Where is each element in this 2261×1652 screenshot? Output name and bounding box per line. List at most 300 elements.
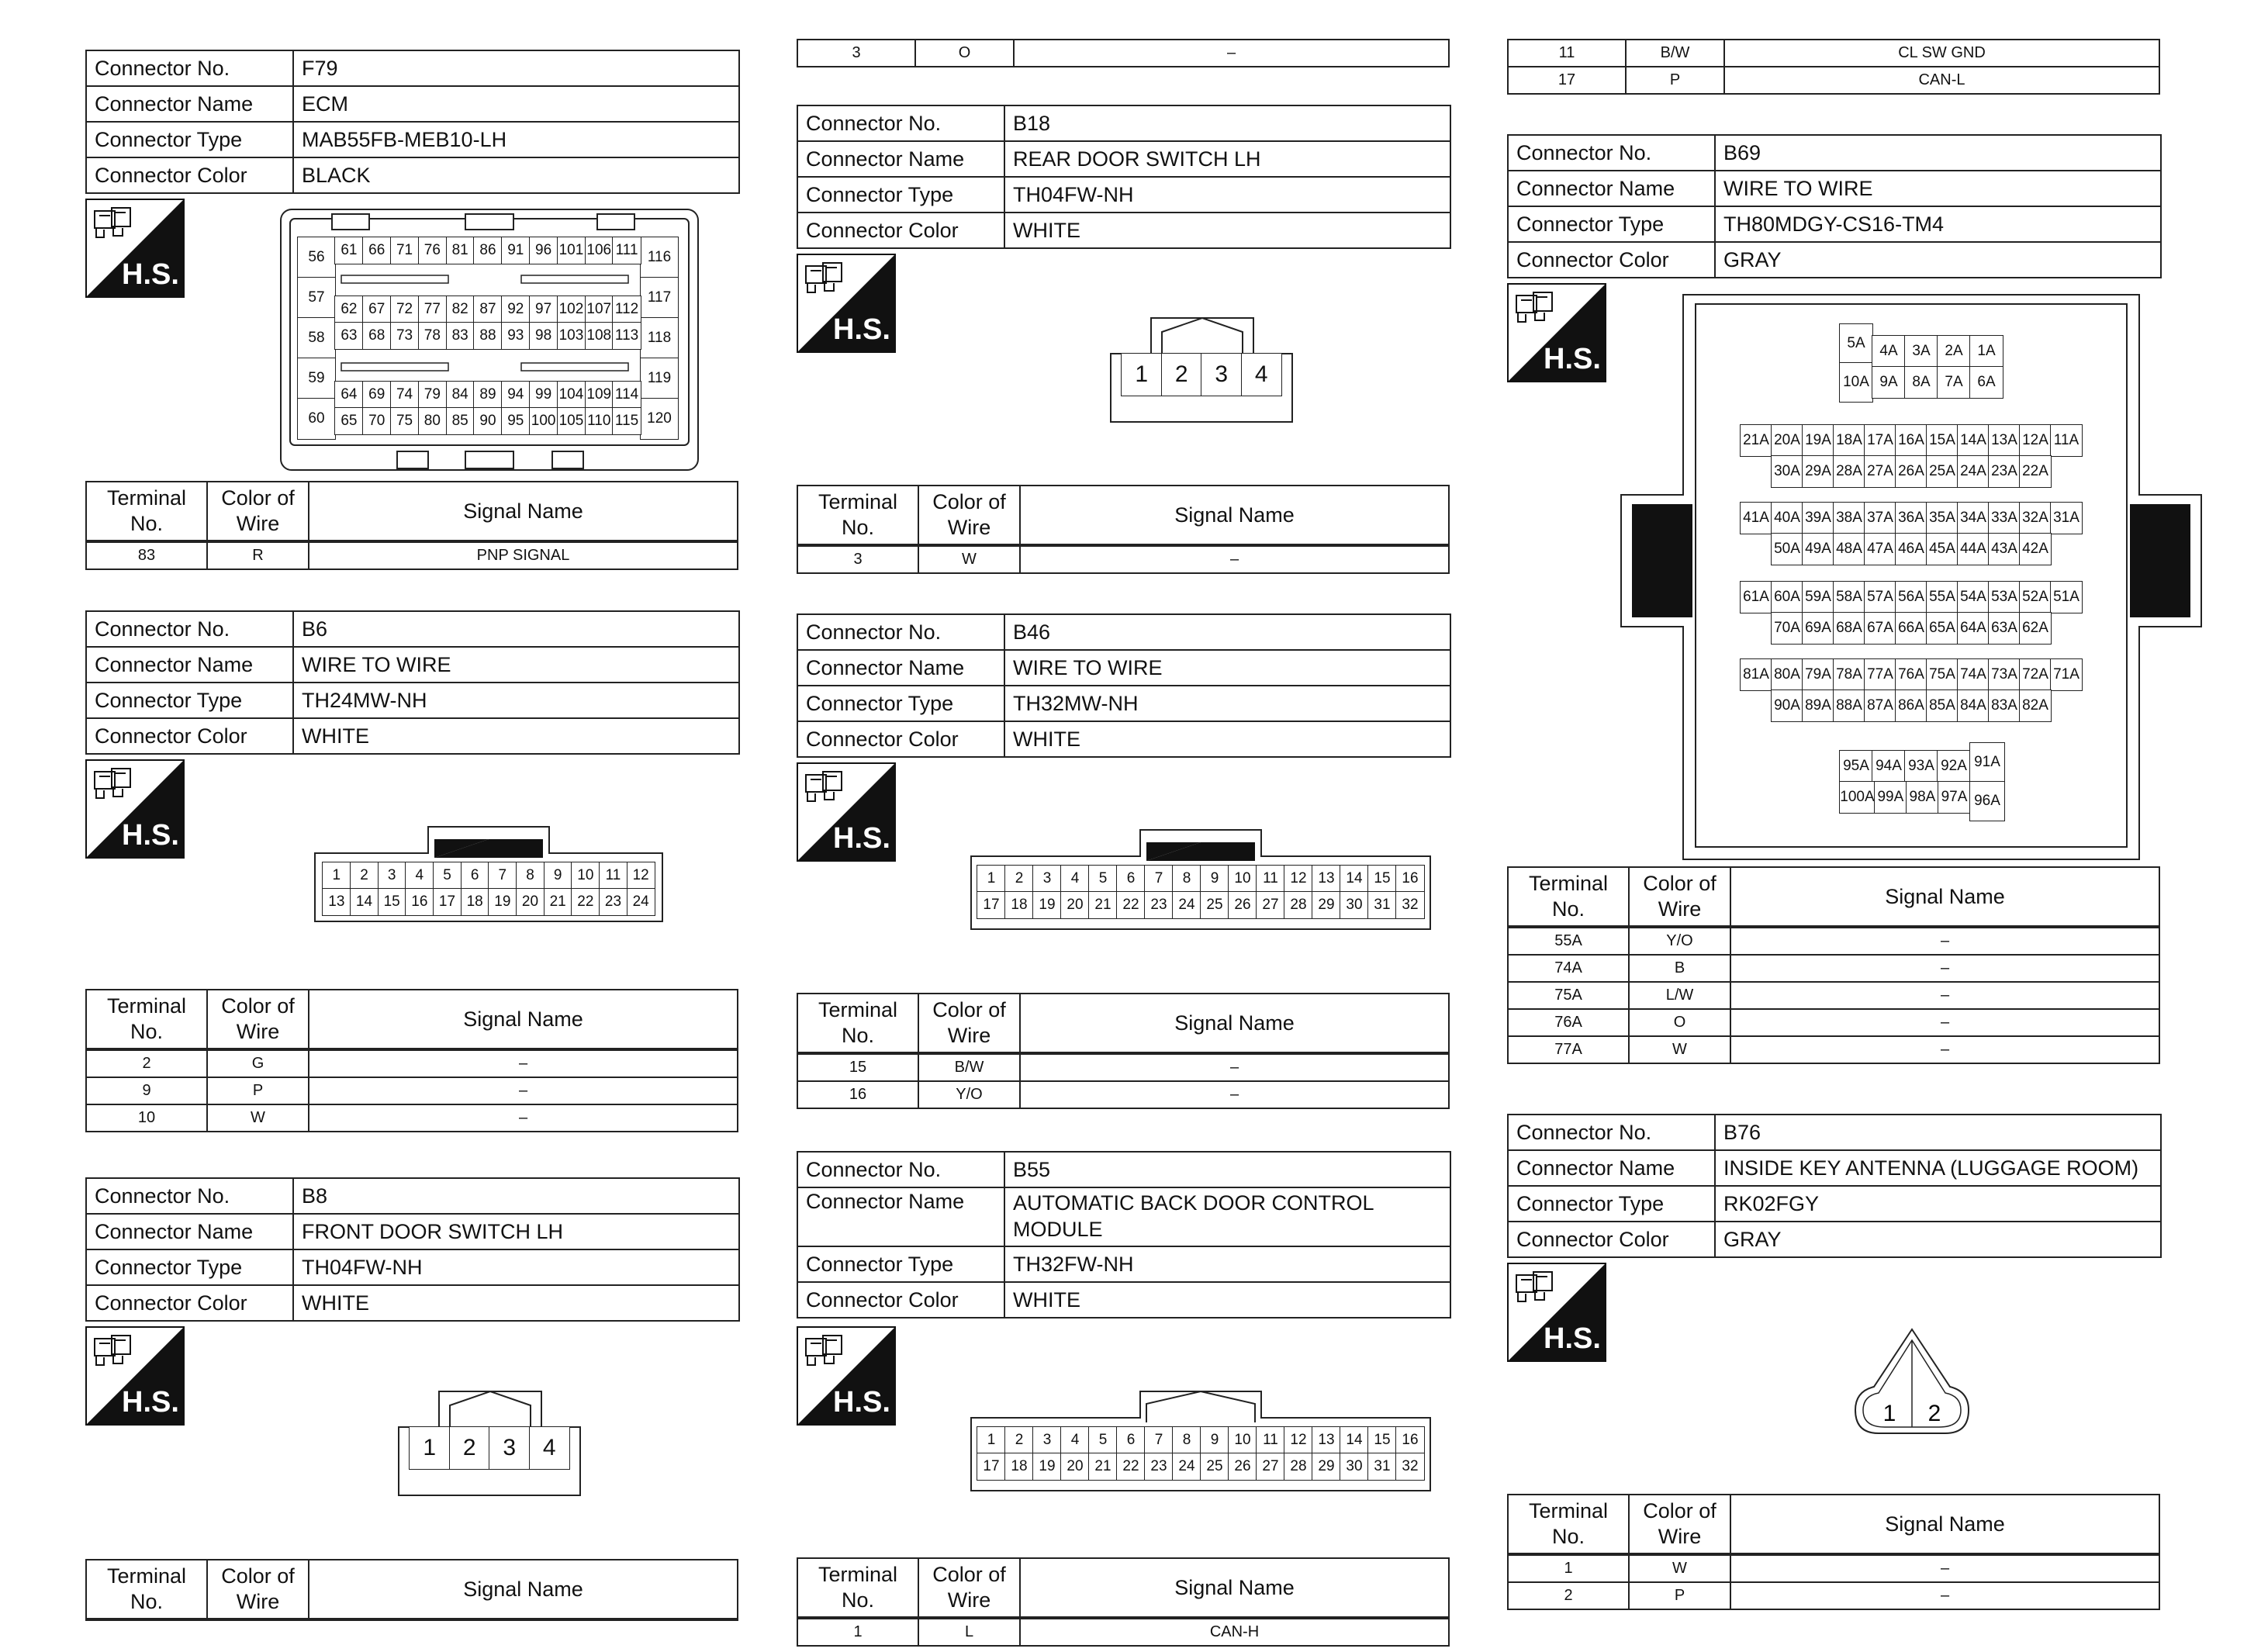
pin-cell: 16A (1895, 424, 1927, 457)
value-connector-color: WHITE (1004, 721, 1450, 757)
pin-cell: 88A (1833, 689, 1865, 722)
terminal-table-b55 (797, 1557, 1450, 1647)
pin-cell: 16 (405, 888, 434, 916)
pin-cell: 4 (529, 1426, 570, 1470)
pin-cell: 14 (1340, 865, 1369, 893)
pin-cell: 101 (557, 237, 586, 264)
pin-cell: 62A (2019, 612, 2052, 645)
connector-info-f79 (85, 50, 740, 194)
connector-diagram-b69 (1620, 293, 2203, 861)
terminal-no: 1 (797, 1618, 918, 1646)
label-connector-type: Connector Type (1508, 206, 1715, 242)
label-connector-name: Connector Name (797, 650, 1004, 686)
pin-cell: 14 (350, 888, 379, 916)
pin-cell: 9 (1200, 1426, 1229, 1454)
pin-cell: 19 (1032, 1453, 1062, 1481)
pin-cell: 21A (1740, 424, 1772, 457)
value-connector-name: REAR DOOR SWITCH LH (1004, 141, 1450, 177)
pin-cell: 90 (473, 407, 502, 435)
pin-cell: 3 (1032, 865, 1062, 893)
wire-color: L (918, 1618, 1020, 1646)
pin-cell: 91A (1969, 742, 2005, 783)
pin-cell: 4A (1872, 335, 1906, 368)
header-terminal-no: Terminal No. (797, 1558, 918, 1618)
signal-name: – (1020, 545, 1449, 573)
pin-cell: 87 (473, 295, 502, 323)
pin-cell: 23 (599, 888, 627, 916)
pins-b6-bottom (323, 889, 655, 915)
pin-cell: 56 (297, 237, 336, 278)
pin-cell: 15 (1367, 865, 1397, 893)
pin-cell: 30A (1771, 455, 1803, 488)
pin-cell: 4 (405, 862, 434, 890)
signal-name: CL SW GND (1724, 40, 2159, 67)
terminal-table-b8 (85, 1559, 738, 1621)
pin-cell: 1A (1969, 335, 2003, 368)
pin-cell: 62 (334, 295, 363, 323)
table-row (1508, 927, 2159, 955)
value-connector-color: WHITE (1004, 213, 1450, 248)
pin-cell: 12A (2019, 424, 2052, 457)
signal-name: CAN-H (1020, 1618, 1449, 1646)
pin-cell: 107 (585, 295, 614, 323)
pin-cell: 25 (1200, 891, 1229, 919)
pin-cell: 23 (1144, 1453, 1174, 1481)
pin-cell: 95 (501, 407, 530, 435)
pins-f79-row2 (335, 296, 641, 323)
header-signal-name: Signal Name (309, 990, 738, 1049)
pin-cell: 67A (1864, 612, 1896, 645)
pin-cell: 81A (1740, 658, 1772, 691)
table-row (797, 1081, 1449, 1108)
pin-cell: 3 (1032, 1426, 1062, 1454)
pin-cell: 89 (473, 381, 502, 409)
table-row (1508, 40, 2159, 67)
pin-cell: 5 (433, 862, 462, 890)
header-signal-name: Signal Name (1020, 1558, 1449, 1618)
terminal-no: 76A (1508, 1009, 1629, 1036)
header-terminal-no: Terminal No. (86, 482, 207, 541)
pin-cell: 1 (977, 865, 1006, 893)
pin-cell: 112 (612, 295, 641, 323)
hs-icon (1507, 1263, 1606, 1362)
pin-cell: 84 (446, 381, 475, 409)
svg-text:H.S.: H.S. (1544, 343, 1601, 375)
value-connector-no: F79 (293, 50, 739, 86)
pins-b69-group1-top (1872, 336, 2003, 367)
pin-cell: 57 (297, 277, 336, 319)
pin-cell: 64A (1957, 612, 1990, 645)
label-connector-color: Connector Color (797, 721, 1004, 757)
pin-cell: 72 (390, 295, 419, 323)
pin-cell: 10 (1228, 865, 1257, 893)
pin-cell: 100 (529, 407, 558, 435)
pins-b46-top (977, 866, 1424, 892)
wire-color: Y/O (1629, 927, 1730, 955)
label-connector-no: Connector No. (86, 611, 293, 647)
pin-cell: 17A (1864, 424, 1896, 457)
pin-cell: 81 (446, 237, 475, 264)
connector-info-b69 (1507, 134, 2162, 278)
table-row (86, 1104, 738, 1132)
pin-cell: 50A (1771, 533, 1803, 565)
pin-cell: 13 (1312, 865, 1341, 893)
header-color-of-wire: Color of Wire (918, 994, 1020, 1053)
pins-f79-row1 (335, 237, 641, 264)
pin-cell: 49A (1802, 533, 1834, 565)
signal-name: – (1730, 1036, 2159, 1063)
signal-name: – (1730, 1009, 2159, 1036)
wire-color: O (1629, 1009, 1730, 1036)
pin-cell: 4 (1060, 1426, 1090, 1454)
pin-cell: 39A (1802, 502, 1834, 534)
pin-cell: 7A (1937, 366, 1971, 399)
pin-cell: 5A (1839, 323, 1873, 364)
pin-cell: 31A (2050, 502, 2083, 534)
pin-cell: 60 (297, 398, 336, 440)
pin-cell: 10A (1839, 362, 1873, 403)
table-row (1508, 1582, 2159, 1609)
pin-cell: 54A (1957, 581, 1990, 613)
connector-diagram-b55 (970, 1387, 1432, 1492)
terminal-no: 9 (86, 1077, 207, 1104)
label-connector-name: Connector Name (797, 141, 1004, 177)
pin-cell: 75 (390, 407, 419, 435)
value-connector-name: WIRE TO WIRE (1004, 650, 1450, 686)
label-connector-color: Connector Color (86, 1285, 293, 1321)
pin-cell: 105 (557, 407, 586, 435)
value-connector-no: B6 (293, 611, 739, 647)
hs-icon (85, 1326, 185, 1426)
pin-cell: 16 (1395, 1426, 1425, 1454)
pin-cell: 120 (640, 398, 679, 440)
svg-text:H.S.: H.S. (122, 258, 179, 291)
value-connector-type: TH04FW-NH (293, 1249, 739, 1285)
pin-cell: 27 (1256, 1453, 1285, 1481)
pin-cell: 68A (1833, 612, 1865, 645)
pin-cell: 71A (2050, 658, 2083, 691)
pin-cell: 40A (1771, 502, 1803, 534)
signal-name: – (1730, 982, 2159, 1009)
value-connector-name: WIRE TO WIRE (293, 647, 739, 683)
pin-cell: 14 (1340, 1426, 1369, 1454)
pin-cell: 106 (585, 237, 614, 264)
pin-cell: 21 (1088, 891, 1118, 919)
pin-cell: 92A (1937, 750, 1971, 783)
pin-cell: 9 (1200, 865, 1229, 893)
pin-cell: 79A (1802, 658, 1834, 691)
header-terminal-no: Terminal No. (86, 990, 207, 1049)
pin-cell: 47A (1864, 533, 1896, 565)
pin-cell: 7 (488, 862, 517, 890)
pin-cell: 22A (2019, 455, 2052, 488)
pin-cell: 3 (489, 1426, 530, 1470)
connector-diagram-b8 (397, 1388, 582, 1497)
pin-cell: 96 (529, 237, 558, 264)
pin-cell: 2 (449, 1426, 490, 1470)
pin-cell: 19 (488, 888, 517, 916)
pin-cell: 69A (1802, 612, 1834, 645)
pin-cell: 3 (1201, 353, 1242, 396)
pin-cell: 17 (433, 888, 462, 916)
signal-name: – (1730, 955, 2159, 982)
table-row (1508, 67, 2159, 94)
header-color-of-wire: Color of Wire (207, 1560, 309, 1619)
connector-diagram-b18 (1109, 315, 1294, 423)
pins-b69-row1 (1741, 425, 2082, 456)
label-connector-no: Connector No. (797, 105, 1004, 141)
pin-cell: 63A (1988, 612, 2021, 645)
table-row (86, 1077, 738, 1104)
connector-info-b55 (797, 1151, 1451, 1318)
pin-cell: 57A (1864, 581, 1896, 613)
pin-cell: 116 (640, 237, 679, 278)
pin-cell: 68 (362, 322, 391, 350)
pin-cell: 32 (1395, 1453, 1425, 1481)
value-connector-type: TH80MDGY-CS16-TM4 (1715, 206, 2161, 242)
pin-cell: 22 (571, 888, 600, 916)
signal-name: – (1730, 1582, 2159, 1609)
pins-b55-bottom (977, 1453, 1424, 1480)
pin-cell: 6 (1116, 1426, 1146, 1454)
pin-cell: 91 (501, 237, 530, 264)
signal-name: – (309, 1104, 738, 1132)
pin-cell: 110 (585, 407, 614, 435)
pin-cell: 58 (297, 317, 336, 359)
pin-cell: 64 (334, 381, 363, 409)
table-row (1508, 1036, 2159, 1063)
label-connector-no: Connector No. (1508, 1115, 1715, 1150)
header-color-of-wire: Color of Wire (207, 482, 309, 541)
svg-text:H.S.: H.S. (833, 1386, 890, 1419)
pin-cell: 15A (1926, 424, 1958, 457)
header-signal-name: Signal Name (309, 482, 738, 541)
pin-cell: 31 (1367, 891, 1397, 919)
table-row (1508, 1009, 2159, 1036)
pin-cell: 15 (1367, 1426, 1397, 1454)
table-row (1508, 982, 2159, 1009)
svg-text:H.S.: H.S. (122, 1386, 179, 1419)
pin-cell: 1 (409, 1426, 450, 1470)
label-connector-name: Connector Name (86, 86, 293, 122)
pin-cell: 97 (529, 295, 558, 323)
pin-cell: 18 (1004, 891, 1034, 919)
svg-text:H.S.: H.S. (122, 819, 179, 852)
pin-cell: 23 (1144, 891, 1174, 919)
value-connector-type: TH32FW-NH (1004, 1246, 1450, 1282)
wire-color: B/W (1626, 40, 1724, 67)
wire-color: B/W (918, 1053, 1020, 1081)
pin-cell: 48A (1833, 533, 1865, 565)
pin-cell: 22 (1116, 1453, 1146, 1481)
pin-cell: 2 (1161, 353, 1202, 396)
pin-cell: 80 (418, 407, 447, 435)
label-connector-color: Connector Color (1508, 242, 1715, 278)
pins-b18 (1122, 354, 1281, 396)
header-terminal-no: Terminal No. (797, 994, 918, 1053)
signal-name: – (1730, 927, 2159, 955)
pin-cell: 18 (1004, 1453, 1034, 1481)
pins-b8 (410, 1427, 569, 1469)
pin-cell: 72A (2019, 658, 2052, 691)
pin-cell: 85A (1926, 689, 1958, 722)
pin-cell: 67 (362, 295, 391, 323)
value-connector-type: TH04FW-NH (1004, 177, 1450, 213)
pin-cell: 80A (1771, 658, 1803, 691)
pin-cell: 37A (1864, 502, 1896, 534)
table-row (797, 40, 1449, 67)
pin-cell: 24 (1172, 891, 1201, 919)
pin-cell: 45A (1926, 533, 1958, 565)
value-connector-color: WHITE (293, 718, 739, 754)
pin-cell: 6 (1116, 865, 1146, 893)
terminal-table-b69 (1507, 866, 2160, 1064)
terminal-table-b46 (797, 993, 1450, 1109)
pin-cell: 2A (1937, 335, 1971, 368)
terminal-no: 3 (797, 545, 918, 573)
signal-name: – (1020, 1053, 1449, 1081)
pin-cell: 61A (1740, 581, 1772, 613)
pin-cell: 94A (1872, 750, 1906, 783)
pin-cell: 76 (418, 237, 447, 264)
pin-cell: 13 (322, 888, 351, 916)
pins-b69-group2-top (1840, 751, 1970, 782)
pin-cell: 78 (418, 322, 447, 350)
wire-color: W (1629, 1554, 1730, 1582)
pin-cell: 94 (501, 381, 530, 409)
pins-f79-row5 (335, 408, 641, 434)
header-terminal-no: Terminal No. (1508, 867, 1629, 927)
pin-cell: 11 (1256, 865, 1285, 893)
hs-icon (85, 759, 185, 859)
pin-cell: 84A (1957, 689, 1990, 722)
pin-cell: 69 (362, 381, 391, 409)
pin-cell: 102 (557, 295, 586, 323)
pin-cell: 38A (1833, 502, 1865, 534)
pin-cell: 21 (1088, 1453, 1118, 1481)
pin-cell: 113 (612, 322, 641, 350)
label-connector-type: Connector Type (1508, 1186, 1715, 1222)
pin-cell: 25A (1926, 455, 1958, 488)
table-row (1508, 1554, 2159, 1582)
pin-cell: 46A (1895, 533, 1927, 565)
pin-cell: 3 (378, 862, 406, 890)
wire-color: B (1629, 955, 1730, 982)
value-connector-no: B76 (1715, 1115, 2161, 1150)
connector-info-b76 (1507, 1114, 2162, 1258)
signal-name: – (1014, 40, 1449, 67)
label-connector-color: Connector Color (1508, 1222, 1715, 1257)
table-row (86, 1049, 738, 1077)
header-color-of-wire: Color of Wire (918, 1558, 1020, 1618)
pin-cell: 15 (378, 888, 406, 916)
value-connector-type: TH24MW-NH (293, 683, 739, 718)
pin-cell: 114 (612, 381, 641, 409)
pin-cell: 21 (544, 888, 572, 916)
value-connector-color: WHITE (293, 1285, 739, 1321)
pin-cell: 20 (1060, 1453, 1090, 1481)
pin-cell: 87A (1864, 689, 1896, 722)
pin-cell: 83A (1988, 689, 2021, 722)
pin-cell: 9 (544, 862, 572, 890)
pins-b55-top (977, 1427, 1424, 1453)
pin-cell: 7 (1144, 865, 1174, 893)
continued-table-col3 (1507, 39, 2160, 95)
pin-cell: 86 (473, 237, 502, 264)
pin-cell: 79 (418, 381, 447, 409)
label-connector-no: Connector No. (1508, 135, 1715, 171)
pins-b69-row2 (1772, 456, 2051, 487)
signal-name: – (309, 1077, 738, 1104)
pins-f79-row4 (335, 382, 641, 408)
pin-cell: 3A (1904, 335, 1938, 368)
pin-cell: 23A (1988, 455, 2021, 488)
pin-cell: 66 (362, 237, 391, 264)
header-signal-name: Signal Name (1020, 486, 1449, 545)
pins-b69-row8 (1772, 690, 2051, 721)
label-connector-type: Connector Type (797, 177, 1004, 213)
pin-cell: 52A (2019, 581, 2052, 613)
pin-cell: 24A (1957, 455, 1990, 488)
pins-b69-group1-left (1840, 324, 1872, 402)
pin-cell: 19 (1032, 891, 1062, 919)
header-color-of-wire: Color of Wire (918, 486, 1020, 545)
pin-label: 1 (1882, 1401, 1896, 1426)
terminal-table-f79 (85, 481, 738, 570)
pins-b69-row4 (1772, 534, 2051, 565)
label-connector-type: Connector Type (86, 683, 293, 718)
pin-cell: 22 (1116, 891, 1146, 919)
value-connector-type: MAB55FB-MEB10-LH (293, 122, 739, 157)
label-connector-color: Connector Color (86, 718, 293, 754)
pin-cell: 97A (1938, 781, 1971, 814)
svg-text:H.S.: H.S. (833, 313, 890, 346)
pin-cell: 111 (612, 237, 641, 264)
pin-cell: 8 (1172, 1426, 1201, 1454)
pin-cell: 63 (334, 322, 363, 350)
pins-f79-left (298, 237, 335, 439)
terminal-no: 2 (86, 1049, 207, 1077)
pins-b69-row6 (1772, 613, 2051, 644)
table-row (797, 1618, 1449, 1646)
wire-color: P (1626, 67, 1724, 94)
pins-b69-group1-bottom (1872, 367, 2003, 398)
pins-b69-row5 (1741, 582, 2082, 613)
hs-icon (797, 1326, 896, 1426)
signal-name: – (309, 1049, 738, 1077)
pin-cell: 89A (1802, 689, 1834, 722)
pin-cell: 12 (1284, 1426, 1313, 1454)
table-row (797, 1053, 1449, 1081)
pin-cell: 26A (1895, 455, 1927, 488)
wire-color: Y/O (918, 1081, 1020, 1108)
pin-cell: 8 (1172, 865, 1201, 893)
label-connector-name: Connector Name (86, 647, 293, 683)
pin-cell: 16 (1395, 865, 1425, 893)
value-connector-name: ECM (293, 86, 739, 122)
pin-cell: 26 (1228, 891, 1257, 919)
value-connector-no: B18 (1004, 105, 1450, 141)
label-connector-name: Connector Name (1508, 1150, 1715, 1186)
pin-cell: 28 (1284, 891, 1313, 919)
pin-cell: 103 (557, 322, 586, 350)
pin-cell: 77A (1864, 658, 1896, 691)
pin-cell: 12 (1284, 865, 1313, 893)
pin-cell: 4 (1241, 353, 1282, 396)
pins-f79-right (641, 237, 678, 439)
pin-cell: 74A (1957, 658, 1990, 691)
label-connector-color: Connector Color (86, 157, 293, 193)
